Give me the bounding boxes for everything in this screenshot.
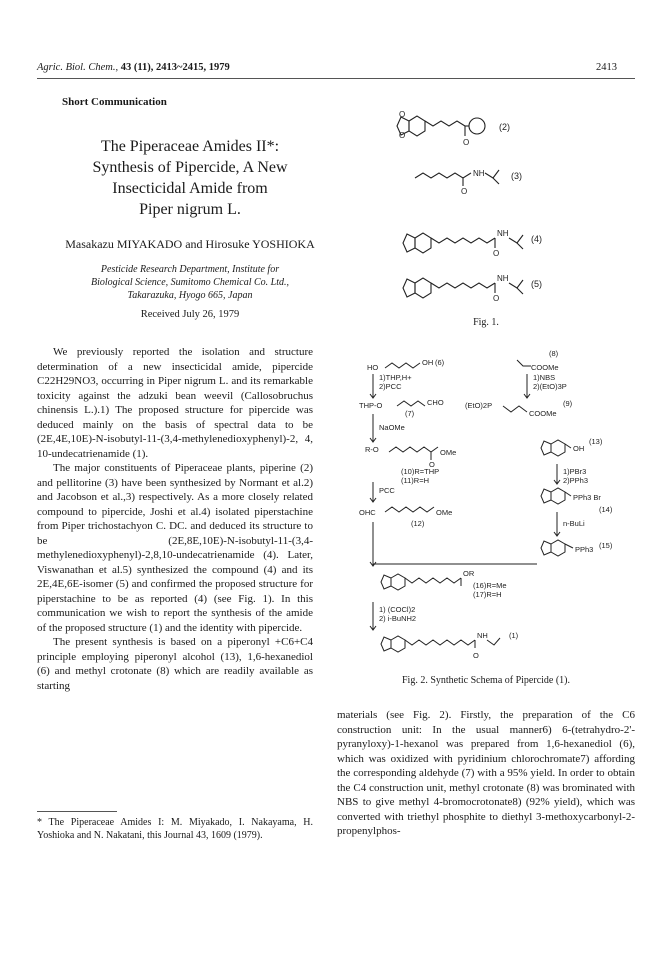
reagent-nbuli: n-BuLi <box>563 519 585 528</box>
o-1: O <box>473 651 479 660</box>
svg-text:O: O <box>399 131 406 140</box>
title-line-2: Synthesis of Pipercide, A New <box>92 159 288 176</box>
label-17: (17)R=H <box>473 590 502 599</box>
svg-text:O: O <box>493 294 500 303</box>
pph3-label: PPh3 <box>575 545 594 554</box>
label-7: (7) <box>405 409 415 418</box>
thpo-label: THP-O <box>359 401 383 410</box>
ome-12: OMe <box>436 508 453 517</box>
footnote: * The Piperaceae Amides I: M. Miyakado, I. Nakayama, H. Yoshioka and N. Nakatani, this Journal 43, 1609 (1979). <box>37 817 313 841</box>
journal-citation: 43 (11), 2413~2415, 1979 <box>120 62 230 73</box>
svg-text:O: O <box>399 110 406 119</box>
label-4: (4) <box>531 234 542 244</box>
label-1: (1) <box>509 631 519 640</box>
paper-title <box>37 136 343 220</box>
affiliation-line-2: Biological Science, Sumitomo Chemical Co. Ltd., <box>90 277 290 288</box>
body-right-column <box>337 708 635 839</box>
section-label: Short Communication <box>62 96 167 108</box>
footnote-rule <box>37 811 117 812</box>
ho-label: HO <box>367 363 379 372</box>
structure-piperine <box>397 116 485 136</box>
label-16: (16)R=Me <box>473 581 507 590</box>
figure-2-scheme <box>337 340 635 672</box>
header-rule <box>37 78 635 79</box>
structure-pellitorine <box>415 170 499 186</box>
reagent-thp: 1)THP,H+ <box>379 373 412 382</box>
oh-13: OH <box>573 444 585 453</box>
reagent-pcc: 2)PCC <box>379 382 402 391</box>
label-10: (10)R=THP <box>401 467 440 476</box>
label-9: (9) <box>563 399 573 408</box>
coome-8: COOMe <box>531 363 559 372</box>
reagent-nbs: 1)NBS <box>533 373 556 382</box>
received-date: Received July 26, 1979 <box>140 309 240 320</box>
svg-text:O: O <box>493 249 500 258</box>
nh-label: NH <box>473 169 485 178</box>
journal-name: Agric. Biol. Chem., <box>37 62 119 73</box>
label-8: (8) <box>549 349 559 358</box>
figure-1-structures <box>337 86 635 314</box>
paragraph-3: The present synthesis is based on a piperonyl +C6+C4 principle employing piperonyl alcohol (13), 1,6-hexanediol (6) and methyl crotonate (8) which are readily available as starting <box>37 636 313 692</box>
journal-header <box>37 62 230 73</box>
o-label: O <box>429 460 435 469</box>
body-left-column <box>37 345 313 693</box>
label-12: (12) <box>411 519 425 528</box>
label-2: (2) <box>499 122 510 132</box>
title-line-4: Piper nigrum L. <box>139 201 241 218</box>
paragraph-2: The major constituents of Piperaceae plants, piperine (2) and pellitorine (3) have been synthesized by Normant et al.2) and Jacobson et al.,3) respectively. As a more closely related compound to pipercide, Joshi et al.4) isolated piperstachine from Piper trichostachyon C. DC. and deduced its structure to be (2E,8E,10E)-N-isobutyl-11-(3,4-methylenedioxyphenyl)-2,8,10-undecatrienamide (4). Later, Viswanathan et al.5) synthesized the compound (4) and its 2E,4E,6E-isomer (5) and confirmed the proposed structure for piperstachine to be as reported (4) (see Fig. 1). In this communication we wish to report the synthesis of the amide of the proposed structure (1) and the identity with pipercide. <box>37 462 313 634</box>
ohc-label: OHC <box>359 508 376 517</box>
svg-text:O: O <box>461 187 468 196</box>
cho-label: CHO <box>427 398 444 407</box>
reagent-naome: NaOMe <box>379 423 405 432</box>
reagent-phosphite: 2)(EtO)3P <box>533 382 567 391</box>
reagent-pbr3: 1)PBr3 <box>563 467 587 476</box>
reagent-pph3: 2)PPh3 <box>563 476 589 485</box>
paragraph-1: We previously reported the isolation and structure determination of a new insecticidal amide, pipercide C22H29NO3, occurring in Piper nigrum L. and its remarkable toxicity against the adzuki bean weevil (Callosobruchus chinensis L.).1) The proposed structure for pipercide was deduced mainly on the basis of spectral data to be (2E,4E,10E)-N-isobutyl-11-(3,4-methylenedioxyphenyl)-2, 4, 10-undecatrienamide (1). <box>37 346 313 460</box>
label-5: (5) <box>531 279 542 289</box>
affiliation-line-3: Takarazuka, Hyogo 665, Japan <box>127 290 253 301</box>
reagent-isobutylamine: 2) i-BuNH2 <box>379 614 417 623</box>
authors: Masakazu MIYAKADO and Hirosuke YOSHIOKA <box>65 237 315 251</box>
label-6: (6) <box>435 358 445 367</box>
affiliation <box>37 263 343 302</box>
paragraph-right-1: materials (see Fig. 2). Firstly, the preparation of the C6 construction unit: In the usual manner6) 6-(tetrahydro-2'-pyranyloxy)-1-hexanol was prepared from 1,6-hexanediol (6), which was oxidized with pyridinium chlorochromate7) affording the corresponding aldehyde (7) with a 95% yield. In order to obtain the C4 construction unit, methyl crotonate (8) was brominated with NBS to give methyl 4-bromocrotonate8) (92% yield), which was converted with triethyl phosphite to diethyl 3-methoxycarbonyl-2-propenylphos- <box>337 709 635 837</box>
nh-label: NH <box>497 274 509 283</box>
svg-text:O: O <box>463 138 470 147</box>
pph3br-label: PPh3 Br <box>573 493 601 502</box>
or-label: OR <box>463 569 475 578</box>
label-14: (14) <box>599 505 613 514</box>
label-11: (11)R=H <box>401 476 429 485</box>
ome-label: OMe <box>440 448 457 457</box>
title-line-3: Insecticidal Amide from <box>112 180 268 197</box>
reagent-pcc-2: PCC <box>379 486 395 495</box>
nh-label: NH <box>497 229 509 238</box>
affiliation-line-1: Pesticide Research Department, Institute for <box>100 264 280 275</box>
title-line-1: The Piperaceae Amides II*: <box>100 138 280 155</box>
label-3: (3) <box>511 171 522 181</box>
coome-9: COOMe <box>529 409 557 418</box>
reagent-oxalyl: 1) (COCl)2 <box>379 605 416 614</box>
label-13: (13) <box>589 437 603 446</box>
oh-6: OH <box>422 358 434 367</box>
nh-1: NH <box>477 631 488 640</box>
figure-2-caption: Fig. 2. Synthetic Schema of Pipercide (1). <box>401 675 571 686</box>
figure-1-caption: Fig. 1. <box>473 317 499 328</box>
ro-label: R-O <box>365 445 379 454</box>
etop-label: (EtO)2P <box>465 401 493 410</box>
page-number: 2413 <box>596 62 617 73</box>
label-15: (15) <box>599 541 613 550</box>
